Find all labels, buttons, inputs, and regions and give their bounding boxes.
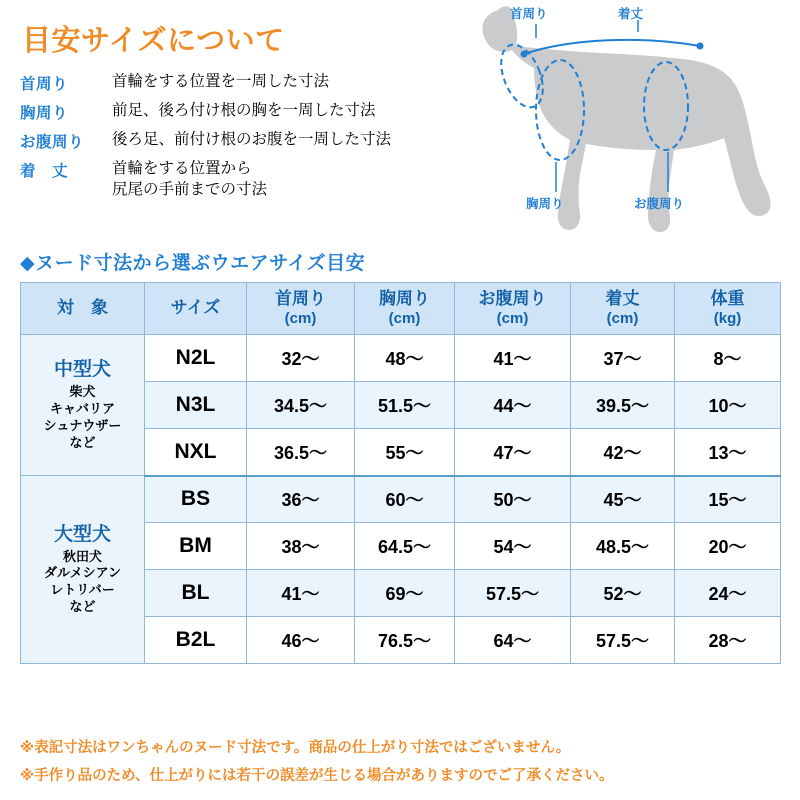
cell-chest: 51.5〜 xyxy=(355,382,455,429)
cell-chest: 55〜 xyxy=(355,429,455,476)
group-cell-medium xyxy=(21,335,145,476)
dog-illustration xyxy=(452,2,800,254)
cell-chest: 69〜 xyxy=(355,570,455,617)
cell-belly: 57.5〜 xyxy=(455,570,571,617)
size-table xyxy=(20,282,781,664)
dog-silhouette-icon xyxy=(452,2,800,254)
table-header-neck-label: 首周り xyxy=(275,289,326,309)
table-header-length-label: 着丈 xyxy=(605,289,640,309)
cell-chest: 48〜 xyxy=(355,335,455,382)
dog-label-belly: お腹周り xyxy=(634,197,685,211)
definition-row xyxy=(20,130,480,152)
table-header-size-label: サイズ xyxy=(170,298,221,318)
table-header-belly xyxy=(455,283,571,335)
definition-term: 首周り xyxy=(20,76,69,93)
definition-row xyxy=(20,101,480,123)
page-title: 目安サイズについて xyxy=(22,25,285,57)
cell-weight: 10〜 xyxy=(675,382,781,429)
definition-description xyxy=(112,159,267,201)
section-heading: ◆ヌード寸法から選ぶウエアサイズ目安 xyxy=(20,253,366,274)
table-row xyxy=(21,476,781,523)
definition-term: お腹周り xyxy=(20,134,85,151)
cell-size: BM xyxy=(145,523,247,570)
cell-neck: 46〜 xyxy=(247,617,355,664)
definition-term: 胸周り xyxy=(20,105,69,122)
cell-weight: 20〜 xyxy=(675,523,781,570)
cell-length: 45〜 xyxy=(571,476,675,523)
cell-belly: 44〜 xyxy=(455,382,571,429)
dog-label-neck: 首周り xyxy=(510,7,548,21)
table-header-chest-unit: (cm) xyxy=(388,309,421,327)
definition-description-line1: 首輪をする位置から xyxy=(112,160,252,177)
cell-size: BL xyxy=(145,570,247,617)
cell-size: NXL xyxy=(145,429,247,476)
cell-length: 42〜 xyxy=(571,429,675,476)
table-header-size xyxy=(145,283,247,335)
cell-neck: 38〜 xyxy=(247,523,355,570)
group-subtitle-line: など xyxy=(69,599,96,615)
cell-size: N2L xyxy=(145,335,247,382)
note-item: ※手作り品のため、仕上がりには若干の誤差が生じる場合がありますのでご了承ください。 xyxy=(20,768,614,784)
cell-weight: 28〜 xyxy=(675,617,781,664)
cell-weight: 24〜 xyxy=(675,570,781,617)
note-item: ※表記寸法はワンちゃんのヌード寸法です。商品の仕上がり寸法ではございません。 xyxy=(20,740,571,756)
cell-size: N3L xyxy=(145,382,247,429)
cell-belly: 54〜 xyxy=(455,523,571,570)
table-header-weight-unit: (kg) xyxy=(713,309,742,327)
cell-size: B2L xyxy=(145,617,247,664)
group-subtitle-line: 秋田犬 xyxy=(62,548,102,564)
definition-description: 前足、後ろ付け根の胸を一周した寸法 xyxy=(112,102,376,119)
cell-length: 57.5〜 xyxy=(571,617,675,664)
cell-chest: 64.5〜 xyxy=(355,523,455,570)
group-subtitle-line: キャバリア xyxy=(49,400,115,416)
group-cell-large xyxy=(21,476,145,664)
table-header-chest xyxy=(355,283,455,335)
group-subtitle-line: ダルメシアン xyxy=(43,565,122,581)
cell-length: 52〜 xyxy=(571,570,675,617)
cell-length: 39.5〜 xyxy=(571,382,675,429)
cell-neck: 36.5〜 xyxy=(247,429,355,476)
dog-label-length: 着丈 xyxy=(618,7,644,21)
cell-size: BS xyxy=(145,476,247,523)
definition-row xyxy=(20,159,480,201)
group-subtitle-line: レトリバー xyxy=(50,582,115,598)
table-header-length xyxy=(571,283,675,335)
dog-label-chest: 胸周り xyxy=(526,197,564,211)
table-header-belly-label: お腹周り xyxy=(478,289,547,309)
table-header-neck xyxy=(247,283,355,335)
notes-list xyxy=(20,736,790,792)
cell-neck: 32〜 xyxy=(247,335,355,382)
cell-weight: 15〜 xyxy=(675,476,781,523)
group-subtitle-line: など xyxy=(69,434,96,450)
table-header-row xyxy=(21,283,781,335)
table-header-weight xyxy=(675,283,781,335)
cell-chest: 60〜 xyxy=(355,476,455,523)
cell-neck: 34.5〜 xyxy=(247,382,355,429)
table-header-target xyxy=(21,283,145,335)
table-header-belly-unit: (cm) xyxy=(496,309,529,327)
table-row xyxy=(21,335,781,382)
length-start-dot xyxy=(521,51,528,58)
cell-length: 37〜 xyxy=(571,335,675,382)
table-header-length-unit: (cm) xyxy=(606,309,639,327)
table-header-weight-label: 体重 xyxy=(710,289,745,309)
cell-weight: 8〜 xyxy=(675,335,781,382)
cell-length: 48.5〜 xyxy=(571,523,675,570)
cell-neck: 41〜 xyxy=(247,570,355,617)
cell-belly: 64〜 xyxy=(455,617,571,664)
cell-belly: 41〜 xyxy=(455,335,571,382)
group-subtitle-line: シュナウザー xyxy=(43,417,122,433)
cell-belly: 47〜 xyxy=(455,429,571,476)
table-header-chest-label: 胸周り xyxy=(379,289,430,309)
group-title: 中型犬 xyxy=(53,359,111,381)
group-title: 大型犬 xyxy=(53,523,111,545)
length-end-dot xyxy=(697,43,704,50)
table-header-neck-unit: (cm) xyxy=(284,309,317,327)
group-subtitle-line: 柴犬 xyxy=(69,384,96,400)
cell-weight: 13〜 xyxy=(675,429,781,476)
definition-row xyxy=(20,72,480,94)
definition-list xyxy=(20,72,480,208)
definition-description-line2: 尻尾の手前までの寸法 xyxy=(112,180,268,198)
cell-chest: 76.5〜 xyxy=(355,617,455,664)
definition-description: 首輪をする位置を一周した寸法 xyxy=(112,73,330,90)
definition-description: 後ろ足、前付け根のお腹を一周した寸法 xyxy=(112,131,392,148)
definition-term: 着 丈 xyxy=(20,163,69,180)
cell-belly: 50〜 xyxy=(455,476,571,523)
cell-neck: 36〜 xyxy=(247,476,355,523)
table-header-target-label: 対 象 xyxy=(57,298,108,318)
